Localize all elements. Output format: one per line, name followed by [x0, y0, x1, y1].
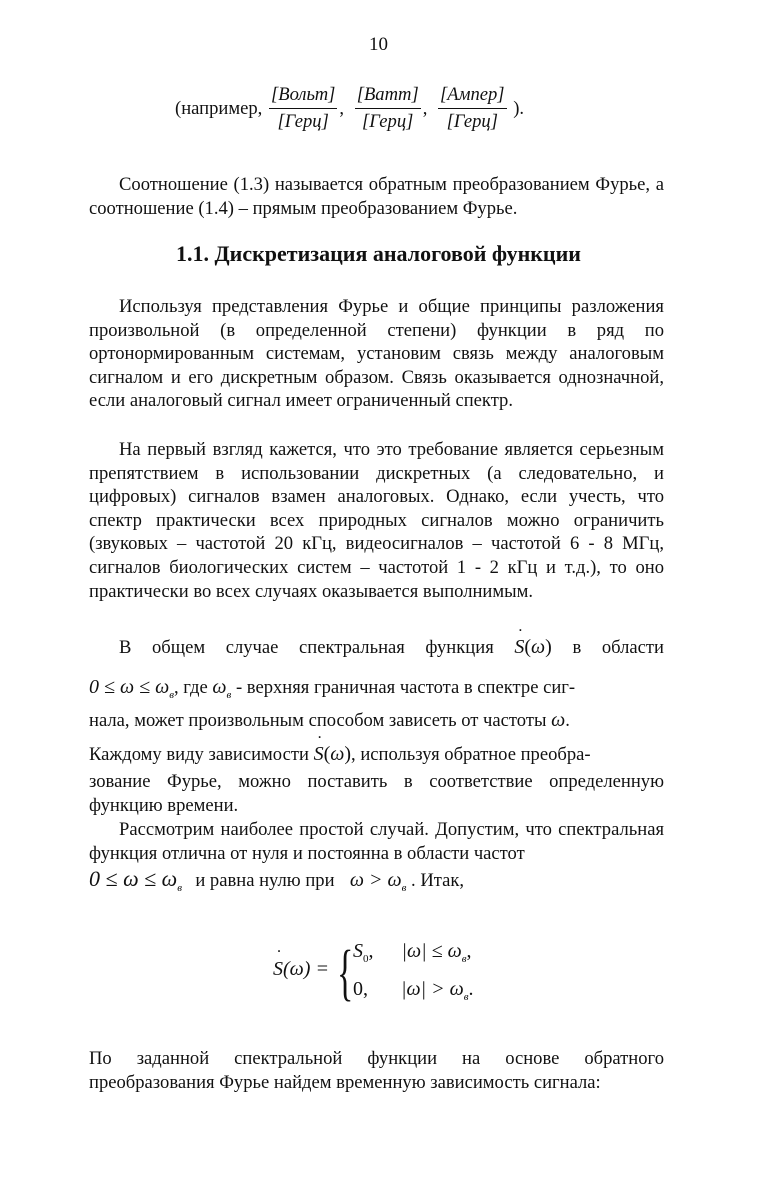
math-line-frequency-range: $0 \le \omega \le \omega_в$, где $\omega_в$ - верхняя граничная частота в спектре сиг-	[89, 676, 576, 701]
fraction-volt-hertz	[269, 84, 337, 133]
section-heading: 1.1. Дискретизация аналоговой функции	[176, 241, 581, 266]
formula-case-2: 0, $|\omega| > \omega_в$.	[353, 978, 474, 1003]
fraction-numerator: [Вольт]	[269, 84, 337, 109]
intro-paragraph: Соотношение (1.3) называется обратным преобразованием Фурье, а соотношение (1.4) – прямым преобразованием Фурье.	[89, 174, 664, 219]
fraction-ampere-hertz	[438, 84, 507, 133]
fraction-separator: ,	[422, 97, 428, 119]
page-number: 10	[369, 34, 388, 55]
fraction-denominator: [Герц]	[446, 111, 498, 132]
paragraph-simplest-case: Рассмотрим наиболее простой случай. Допустим, что спектральная функция отлична от нуля и постоянна в области частот	[89, 819, 664, 864]
paragraph-time-dependence: По заданной спектральной функции на основе обратного преобразования Фурье найдем временную зависимость сигнала:	[89, 1048, 664, 1093]
spectral-function-symbol: ˙ S(ω)	[314, 743, 351, 765]
text-fragment: - верхняя граничная частота в спектре сиг-	[235, 677, 576, 698]
text-fragment: нала, может произвольным способом зависеть от частоты	[89, 710, 547, 731]
range-inequality: $0 \le \omega \le \omega_в$	[89, 866, 182, 894]
omega-symbol: ω	[551, 709, 566, 731]
piecewise-formula	[273, 938, 513, 1012]
example-prefix: (например,	[175, 97, 263, 119]
math-line-spectral-function	[89, 630, 664, 664]
text-fragment: . Итак,	[411, 870, 465, 891]
fraction-numerator: [Ватт]	[355, 84, 421, 109]
text-fragment: где	[183, 677, 208, 698]
text-fragment: и равна нулю при	[195, 870, 335, 891]
text-fragment: Каждому виду зависимости	[89, 744, 309, 765]
spectral-function-symbol: ˙ S(ω)	[514, 636, 551, 658]
math-line-conditions	[89, 862, 664, 896]
math-line-frequency-dependence: нала, может произвольным способом зависеть от частоты ω.	[89, 709, 570, 731]
paragraph-representation: Используя представления Фурье и общие принципы разложения произвольной (в определенной степени) функции в ряд по ортонормированным системам, установим связь между аналоговым сигналом и его дискретным образом. Связь оказывается однозначной, если аналоговый сигнал имеет ограниченный спектр.	[89, 296, 664, 412]
fraction-denominator: [Герц]	[362, 111, 414, 132]
fraction-numerator: [Ампер]	[438, 84, 507, 109]
paragraph-inverse-transform: зование Фурье, можно поставить в соответствие определенную функцию времени.	[89, 771, 664, 816]
formula-case-1: $S_0$, $|\omega| \le \omega_в$,	[353, 940, 472, 965]
example-suffix: ).	[513, 97, 525, 119]
fraction-denominator: [Герц]	[277, 111, 329, 132]
formula-brace: {	[337, 939, 354, 1007]
text-fragment: В общем случае спектральная функция	[119, 637, 494, 658]
text-fragment: , используя обратное преобра-	[351, 744, 591, 765]
fraction-separator: ,	[339, 97, 345, 119]
fraction-watt-hertz	[355, 84, 421, 133]
greater-than-condition: $\omega > \omega_в$	[349, 869, 407, 894]
math-line-dependence-kind	[89, 737, 664, 771]
text-fragment: в области	[572, 637, 664, 658]
example-units-line	[175, 84, 524, 144]
formula-lhs: ˙ S(ω) =	[273, 958, 329, 981]
paragraph-requirement: На первый взгляд кажется, что это требование является серьезным препятствием в использовании дискретных (а следовательно, и цифровых) сигналов взамен аналоговых. Однако, если учесть, что спектр практически всех природных сигналов можно ограничить (звуковых – частотой 20 кГц, видеосигналов – частотой 6 - 8 МГц, сигналов биологических систем – частотой 1 - 2 кГц и т.д.), то оно практически во всех случаях оказывается выполнимым.	[89, 439, 664, 602]
upper-frequency-symbol: $\omega_в$	[212, 676, 232, 701]
range-inequality: $0 \le \omega \le \omega_в$	[89, 676, 174, 701]
